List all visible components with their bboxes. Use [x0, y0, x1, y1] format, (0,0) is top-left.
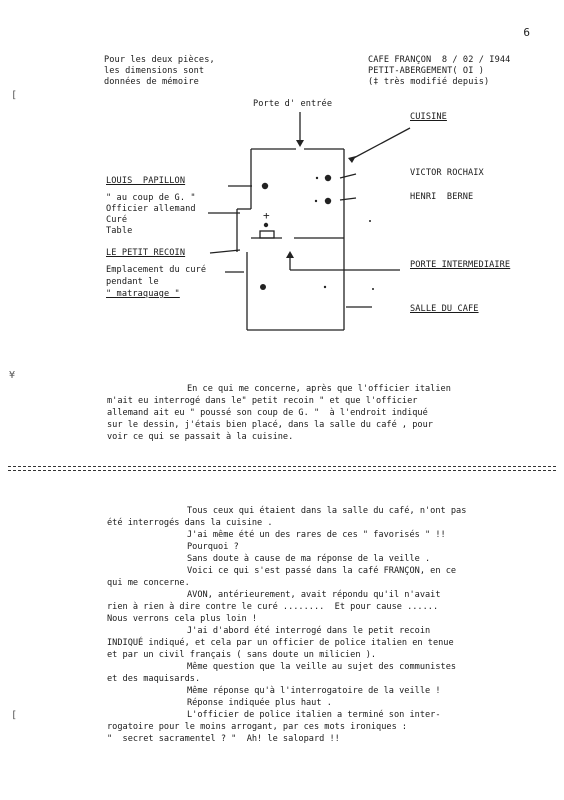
- para2-line-10: Nous verrons cela plus loin !: [107, 614, 258, 624]
- mark-5: [372, 288, 374, 290]
- label-salle-du-cafe: SALLE DU CAFE: [410, 304, 479, 314]
- para1-line-4: sur le dessin, j'étais bien placé, dans la salle du café , pour: [107, 420, 433, 430]
- para2-line-7: qui me concerne.: [107, 578, 190, 588]
- para2-line-11: J'ai d'abord été interrogé dans le petit recoin: [187, 626, 431, 636]
- memory-note-line-3: données de mémoire: [104, 77, 199, 87]
- entrance-arrow-head: [296, 140, 304, 147]
- para2-line-14: Même question que la veille au sujet des communistes: [187, 662, 457, 672]
- memory-note-line-1: Pour les deux pièces,: [104, 55, 215, 65]
- para2-line-20: " secret sacramentel ? " Ah! le salopard !!: [107, 734, 340, 744]
- page-number: 6: [523, 26, 530, 39]
- para2-line-1: Tous ceux qui étaient dans la salle du café, n'ont pas: [187, 506, 467, 516]
- cure-location-dot: [260, 284, 266, 290]
- label-officer: Officier allemand: [106, 204, 196, 214]
- para1-line-2: m'ait eu interrogé dans le" petit recoin " et que l'officier: [107, 396, 418, 406]
- henri-arrow: [340, 198, 356, 200]
- para2-line-5: Sans doute à cause de ma réponse de la veille .: [187, 554, 431, 564]
- para2-line-15: et des maquisards.: [107, 674, 201, 684]
- section-separator: [8, 466, 556, 471]
- para2-line-17: Réponse indiquée plus haut .: [187, 698, 332, 708]
- label-location-3: " matraquage ": [106, 289, 180, 299]
- henri-dot: [325, 198, 331, 204]
- mark-2: [315, 200, 317, 202]
- mark-4: [369, 220, 371, 222]
- para1-line-1: En ce qui me concerne, après que l'officier italien: [187, 384, 451, 394]
- mark-3: [324, 286, 326, 288]
- para1-line-3: allemand ait eu " poussé son coup de G. " à l'endroit indiqué: [107, 408, 428, 418]
- para2-line-12: INDIQUÉ indiqué, et cela par un officier de police italien en tenue: [107, 638, 454, 648]
- label-victor-rochaix: VICTOR ROCHAIX: [410, 168, 484, 178]
- label-location-1: Emplacement du curé: [106, 265, 207, 275]
- para2-line-13: et par un civil français ( sans doute un milicien ).: [107, 650, 377, 660]
- cure-dot: [264, 223, 268, 227]
- label-table: Table: [106, 226, 133, 236]
- label-cure: Curé: [106, 215, 128, 225]
- officer-cross: +: [263, 209, 270, 222]
- para2-line-8: AVON, antérieurement, avait répondu qu'il n'avait: [187, 590, 441, 600]
- para1-line-5: voir ce qui se passait à la cuisine.: [107, 432, 294, 442]
- label-coup: " au coup de G. ": [106, 193, 196, 203]
- louis-dot: [262, 183, 268, 189]
- header-note: (‡ très modifié depuis): [368, 77, 490, 87]
- label-porte-intermediaire: PORTE INTERMEDIAIRE: [410, 260, 511, 270]
- label-petit-recoin: LE PETIT RECOIN: [106, 248, 186, 258]
- header-place-date: CAFE FRANÇON 8 / 02 / I944: [368, 55, 511, 65]
- label-kitchen: CUISINE: [410, 112, 447, 122]
- para2-line-4: Pourquoi ?: [187, 542, 239, 552]
- para2-line-19: rogatoire pour le moins arrogant, par ces mots ironiques :: [107, 722, 408, 732]
- para2-line-3: J'ai même été un des rares de ces " favorisés " !!: [187, 530, 446, 540]
- margin-mark-3: [: [11, 710, 18, 721]
- label-louis-papillon: LOUIS PAPILLON: [106, 176, 186, 186]
- recess-arrow: [210, 250, 240, 253]
- label-henri-berne: HENRI BERNE: [410, 192, 474, 202]
- para2-line-9: rien à rien à dire contre le curé ........ Et pour cause ......: [107, 602, 439, 612]
- victor-dot: [325, 175, 331, 181]
- label-entrance: Porte d' entrée: [253, 99, 333, 109]
- margin-mark-2: ¥: [9, 370, 16, 381]
- mark-1: [316, 177, 318, 179]
- kitchen-arrow-head: [348, 156, 356, 163]
- margin-mark-1: [: [11, 90, 18, 101]
- table-rect: [260, 231, 274, 238]
- para2-line-2: été interrogés dans la cuisine .: [107, 518, 273, 528]
- para2-line-6: Voici ce qui s'est passé dans la café FRANÇON, en ce: [187, 566, 457, 576]
- label-location-2: pendant le: [106, 277, 159, 287]
- header-village: PETIT-ABERGEMENT( OI ): [368, 66, 485, 76]
- para2-line-16: Même réponse qu'à l'interrogatoire de la veille !: [187, 686, 441, 696]
- door-arrow-head: [286, 251, 294, 258]
- memory-note-line-2: les dimensions sont: [104, 66, 205, 76]
- kitchen-arrow: [350, 128, 410, 160]
- para2-line-18: L'officier de police italien a terminé son inter-: [187, 710, 441, 720]
- victor-arrow: [340, 174, 356, 178]
